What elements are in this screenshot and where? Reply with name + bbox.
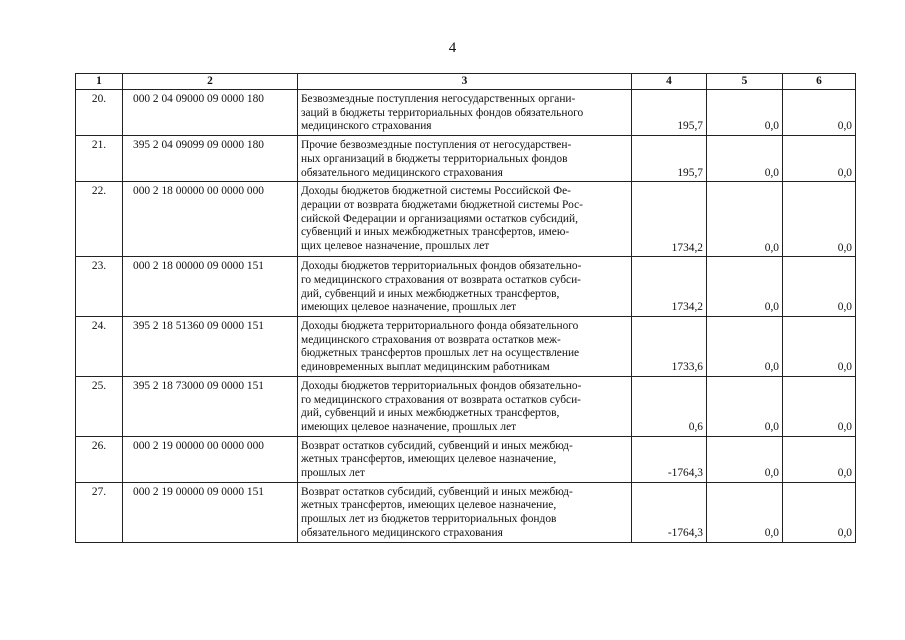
table-header-row bbox=[76, 74, 856, 90]
row-value-col5: 0,0 bbox=[707, 136, 783, 182]
table-row bbox=[76, 90, 856, 136]
row-name-line: обязательного медицинского страхования bbox=[301, 166, 503, 179]
row-name bbox=[298, 376, 632, 436]
row-code: 000 2 19 00000 00 0000 000 bbox=[123, 436, 298, 482]
row-name-line: прошлых лет из бюджетов территориальных фондов bbox=[301, 513, 557, 526]
row-name-line: медицинского страхования от возврата остатков меж- bbox=[301, 333, 561, 346]
row-name-line: сийской Федерации и организациями остатков субсидий, bbox=[301, 212, 578, 225]
row-value-col4: 195,7 bbox=[632, 136, 707, 182]
row-name-line: субвенций и иных межбюджетных трансфертов, имею- bbox=[301, 226, 570, 239]
table-row bbox=[76, 317, 856, 377]
row-number: 20. bbox=[76, 90, 123, 136]
table-row bbox=[76, 376, 856, 436]
row-value-col4: 1734,2 bbox=[632, 257, 707, 317]
row-name-line: дерации от возврата бюджетами бюджетной системы Рос- bbox=[301, 198, 583, 211]
row-name bbox=[298, 136, 632, 182]
row-name-line: Безвозмездные поступления негосударственных органи- bbox=[301, 93, 576, 105]
row-value-col6: 0,0 bbox=[783, 182, 856, 257]
header-col-6: 6 bbox=[783, 74, 856, 90]
row-name-line: имеющих целевое назначение, прошлых лет bbox=[301, 420, 517, 433]
row-value-col5: 0,0 bbox=[707, 436, 783, 482]
row-name-line: бюджетных трансфертов прошлых лет на осуществление bbox=[301, 347, 580, 360]
row-code: 000 2 18 00000 00 0000 000 bbox=[123, 182, 298, 257]
table-row bbox=[76, 482, 856, 542]
row-name bbox=[298, 90, 632, 136]
row-name bbox=[298, 317, 632, 377]
row-name-line: го медицинского страхования от возврата остатков субси- bbox=[301, 273, 581, 286]
row-value-col6: 0,0 bbox=[783, 436, 856, 482]
table-row bbox=[76, 136, 856, 182]
row-name-line: щих целевое назначение, прошлых лет bbox=[301, 240, 490, 253]
row-name-line: Возврат остатков субсидий, субвенций и иных межбюд- bbox=[301, 439, 573, 452]
row-name bbox=[298, 482, 632, 542]
row-number: 23. bbox=[76, 257, 123, 317]
row-number: 25. bbox=[76, 376, 123, 436]
row-name-line: заций в бюджеты территориальных фондов обязательного bbox=[301, 106, 584, 119]
row-code: 395 2 18 73000 09 0000 151 bbox=[123, 376, 298, 436]
row-value-col5: 0,0 bbox=[707, 317, 783, 377]
row-value-col4: 0,6 bbox=[632, 376, 707, 436]
row-number: 21. bbox=[76, 136, 123, 182]
row-code: 000 2 04 09000 09 0000 180 bbox=[123, 90, 298, 136]
row-number: 27. bbox=[76, 482, 123, 542]
row-name-line: Прочие безвозмездные поступления от негосударствен- bbox=[301, 139, 572, 152]
row-value-col5: 0,0 bbox=[707, 90, 783, 136]
row-name bbox=[298, 436, 632, 482]
row-number: 24. bbox=[76, 317, 123, 377]
row-name-line: медицинского страхования bbox=[301, 120, 432, 133]
header-col-4: 4 bbox=[632, 74, 707, 90]
header-col-3: 3 bbox=[298, 74, 632, 90]
row-name bbox=[298, 257, 632, 317]
row-number: 22. bbox=[76, 182, 123, 257]
header-col-2: 2 bbox=[123, 74, 298, 90]
row-value-col5: 0,0 bbox=[707, 376, 783, 436]
row-name-line: Возврат остатков субсидий, субвенций и иных межбюд- bbox=[301, 485, 573, 498]
page-number: 4 bbox=[448, 40, 457, 56]
row-name-line: ных организаций в бюджеты территориальных фондов bbox=[301, 152, 568, 165]
row-name-line: дий, субвенций и иных межбюджетных трансфертов, bbox=[301, 407, 560, 420]
row-number: 26. bbox=[76, 436, 123, 482]
row-value-col6: 0,0 bbox=[783, 482, 856, 542]
table-body bbox=[76, 90, 856, 543]
row-value-col6: 0,0 bbox=[783, 376, 856, 436]
header-col-5: 5 bbox=[707, 74, 783, 90]
row-name-line: обязательного медицинского страхования bbox=[301, 526, 503, 539]
row-value-col5: 0,0 bbox=[707, 182, 783, 257]
row-value-col4: -1764,3 bbox=[632, 482, 707, 542]
row-value-col4: 1734,2 bbox=[632, 182, 707, 257]
row-value-col4: -1764,3 bbox=[632, 436, 707, 482]
row-value-col5: 0,0 bbox=[707, 257, 783, 317]
row-name bbox=[298, 182, 632, 257]
row-name-line: единовременных выплат медицинским работникам bbox=[301, 361, 550, 374]
row-name-line: Доходы бюджета территориального фонда обязательного bbox=[301, 320, 579, 333]
row-value-col6: 0,0 bbox=[783, 136, 856, 182]
row-value-col6: 0,0 bbox=[783, 257, 856, 317]
row-code: 000 2 19 00000 09 0000 151 bbox=[123, 482, 298, 542]
row-name-line: Доходы бюджетов территориальных фондов обязательно- bbox=[301, 379, 582, 392]
row-name-line: Доходы бюджетов территориальных фондов обязательно- bbox=[301, 260, 582, 273]
row-code: 000 2 18 00000 09 0000 151 bbox=[123, 257, 298, 317]
row-name-line: жетных трансфертов, имеющих целевое назначение, bbox=[301, 499, 557, 512]
row-code: 395 2 18 51360 09 0000 151 bbox=[123, 317, 298, 377]
row-name-line: Доходы бюджетов бюджетной системы Российской Фе- bbox=[301, 185, 571, 198]
header-col-1: 1 bbox=[76, 74, 123, 90]
table-row bbox=[76, 182, 856, 257]
row-value-col6: 0,0 bbox=[783, 90, 856, 136]
budget-table bbox=[75, 73, 856, 543]
table-row bbox=[76, 257, 856, 317]
row-name-line: прошлых лет bbox=[301, 467, 365, 480]
table-row bbox=[76, 436, 856, 482]
row-name-line: имеющих целевое назначение, прошлых лет bbox=[301, 301, 517, 314]
row-code: 395 2 04 09099 09 0000 180 bbox=[123, 136, 298, 182]
row-value-col6: 0,0 bbox=[783, 317, 856, 377]
row-value-col4: 195,7 bbox=[632, 90, 707, 136]
row-name-line: дий, субвенций и иных межбюджетных трансфертов, bbox=[301, 287, 560, 300]
row-value-col5: 0,0 bbox=[707, 482, 783, 542]
row-name-line: го медицинского страхования от возврата остатков субси- bbox=[301, 393, 581, 406]
row-name-line: жетных трансфертов, имеющих целевое назначение, bbox=[301, 453, 557, 466]
row-value-col4: 1733,6 bbox=[632, 317, 707, 377]
